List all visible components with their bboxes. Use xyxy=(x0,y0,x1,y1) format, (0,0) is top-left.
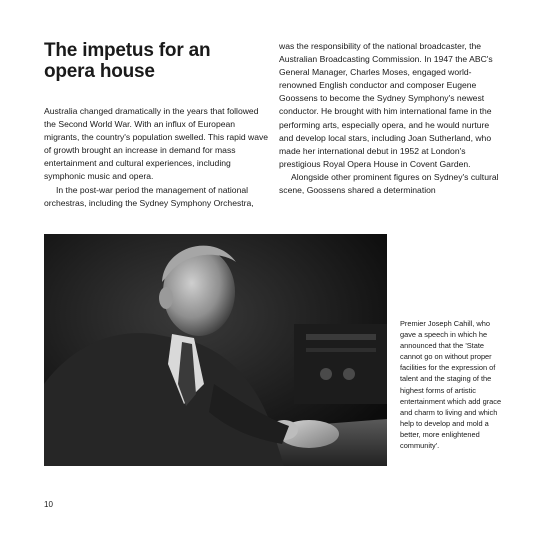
right-text-column xyxy=(279,40,501,197)
photo-caption: Premier Joseph Cahill, who gave a speech in which he announced that the 'State cannot go on without proper facilities for the expression of talent and the staging of the highest forms of artistic entertainment which add grace and charm to living and which help to develop and mold a better, more enlightened community'. xyxy=(400,319,502,451)
paragraph: Australia changed dramatically in the years that followed the Second World War. With an influx of European migrants, the country's population swelled. This rapid wave of growth brought an increase in demand for mass entertainment and cultural experiences, including symphonic music and opera. xyxy=(44,106,269,182)
section-heading: The impetus for an opera house xyxy=(44,40,211,82)
page-number: 10 xyxy=(44,500,53,509)
left-text-column xyxy=(44,105,272,210)
paragraph: In the post-war period the management of national orchestras, including the Sydney Symphony Orchestra, xyxy=(44,184,254,208)
portrait-photo xyxy=(44,234,387,466)
paragraph: was the responsibility of the national broadcaster, the Australian Broadcasting Commission. In 1947 the ABC's General Manager, Charles Moses, engaged world-renowned English conductor and composer Eugene Goossens to become the Sydney Symphony's newest conductor. He brought with him international fame in the performing arts, especially opera, and he would nurture and develop local stars, including Joan Sutherland, who made her international debut in 1952 at London's prestigious Royal Opera House in Covent Garden. xyxy=(279,41,493,169)
paragraph: Alongside other prominent figures on Sydney's cultural scene, Goossens shared a determination xyxy=(279,171,499,196)
